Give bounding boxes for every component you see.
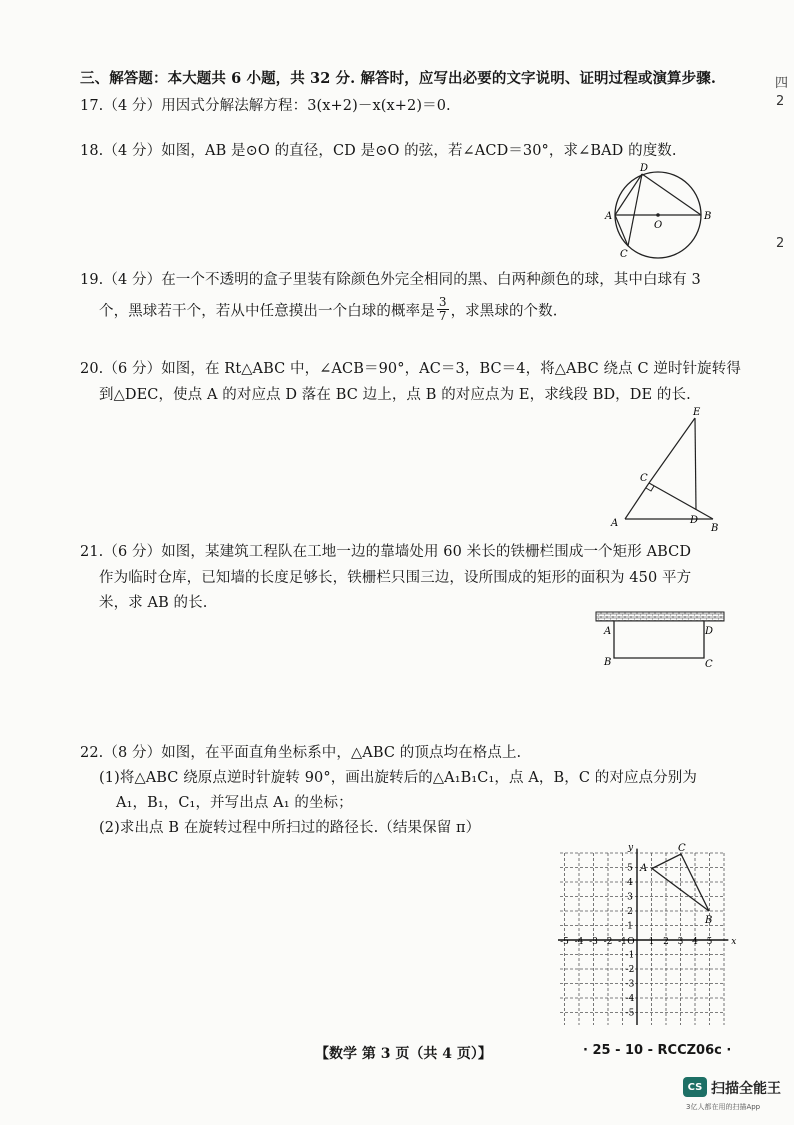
label-a: A xyxy=(605,211,613,222)
x-tick-label: 2 xyxy=(663,937,669,947)
center-point xyxy=(656,213,660,217)
segment-ac xyxy=(625,483,649,519)
y-axis-label: y xyxy=(628,843,634,854)
q20-triangle-figure xyxy=(605,405,730,537)
x-tick-label: 5 xyxy=(706,937,713,947)
label-o: O xyxy=(654,220,663,231)
fraction-denominator: 7 xyxy=(438,309,447,323)
camscanner-name: 扫描全能王 xyxy=(711,1081,781,1097)
origin-label: O xyxy=(627,937,635,947)
y-tick-label: -1 xyxy=(625,950,635,961)
label-a: A xyxy=(611,518,619,529)
label-d: D xyxy=(640,163,649,174)
y-tick-label: -3 xyxy=(625,979,635,990)
label-a: A xyxy=(640,863,648,874)
edge-fragment: 2 xyxy=(776,94,785,109)
x-axis-label: x xyxy=(731,937,737,947)
y-tick-label: -4 xyxy=(625,994,635,1004)
question-22-line4: (2)求出点 B 在旋转过程中所扫过的路径长.（结果保留 π） xyxy=(99,820,481,836)
question-20-line2: 到△DEC，使点 A 的对应点 D 落在 BC 边上，点 B 的对应点为 E，求线段 BD，DE 的长. xyxy=(99,387,691,403)
probability-fraction xyxy=(437,296,449,323)
triangle-abc xyxy=(652,854,709,911)
y-tick-label: 4 xyxy=(627,878,633,888)
question-20-line1: 20.（6 分）如图，在 Rt△ABC 中，∠ACB＝90°，AC＝3，BC＝4，将△ABC 绕点 C 逆时针旋转得 xyxy=(80,361,741,377)
question-22-line2: (1)将△ABC 绕原点逆时针旋转 90°，画出旋转后的△A₁B₁C₁，点 A，B，C 的对应点分别为 xyxy=(99,770,697,786)
fence xyxy=(614,621,704,658)
q21-fence-figure xyxy=(592,608,727,673)
label-b: B xyxy=(705,915,713,926)
question-18: 18.（4 分）如图，AB 是⊙O 的直径，CD 是⊙O 的弦，若∠ACD＝30°，求∠BAD 的度数. xyxy=(80,143,677,159)
y-tick-label: 3 xyxy=(627,892,633,903)
question-17: 17.（4 分）用因式分解法解方程：3(x+2)－x(x+2)＝0. xyxy=(80,98,451,114)
q19-text-a: 个，黑球若干个，若从中任意摸出一个白球的概率是 xyxy=(99,303,435,320)
label-a: A xyxy=(604,626,612,637)
y-tick-label: 5 xyxy=(627,863,633,874)
footer-code: · 25 - 10 - RCCZ06c · xyxy=(583,1043,732,1058)
label-d: D xyxy=(690,515,699,526)
label-b: B xyxy=(604,657,612,668)
x-tick-label: -5 xyxy=(560,937,569,947)
label-b: B xyxy=(704,211,712,222)
question-21-line3: 米，求 AB 的长. xyxy=(99,595,208,611)
question-19-line2 xyxy=(99,295,558,325)
chord-db xyxy=(642,174,701,215)
edge-fragment: 四 xyxy=(775,76,789,91)
grid-lines xyxy=(558,849,728,1025)
fraction-numerator: 3 xyxy=(438,295,447,309)
label-d: D xyxy=(705,626,714,637)
camscanner-tagline: 3亿人都在用的扫描App xyxy=(686,1103,761,1111)
x-tick-label: -2 xyxy=(603,937,613,947)
question-22-line3: A₁，B₁，C₁，并写出点 A₁ 的坐标； xyxy=(116,795,353,811)
x-tick-label: 4 xyxy=(692,937,698,947)
label-c: C xyxy=(678,843,686,854)
segment-cb xyxy=(649,483,713,519)
x-tick-label: 1 xyxy=(648,937,655,947)
y-tick-label: -2 xyxy=(625,965,635,975)
label-c: C xyxy=(640,473,648,484)
segment-ce xyxy=(649,418,695,483)
segment-ed xyxy=(695,418,696,510)
q18-circle-figure xyxy=(600,160,720,260)
question-19-line1: 19.（4 分）在一个不透明的盒子里装有除颜色外完全相同的黑、白两种颜色的球，其中白球有 3 xyxy=(80,272,701,288)
camscanner-logo-icon: CS xyxy=(683,1077,707,1097)
question-21-line1: 21.（6 分）如图，某建筑工程队在工地一边的靠墙处用 60 米长的铁栅栏围成一个矩形 ABCD xyxy=(80,544,692,560)
wall xyxy=(596,612,724,621)
label-c: C xyxy=(705,659,713,670)
section-header: 三、解答题：本大题共 6 小题，共 32 分. 解答时，应写出必要的文字说明、证明过程或演算步骤. xyxy=(80,70,716,87)
label-b: B xyxy=(711,523,719,534)
chord-ac xyxy=(615,215,628,246)
question-22-line1: 22.（8 分）如图，在平面直角坐标系中，△ABC 的顶点均在格点上. xyxy=(80,745,522,761)
label-c: C xyxy=(620,249,628,260)
x-tick-label: 3 xyxy=(677,937,684,947)
q19-text-b: ，求黑球的个数. xyxy=(450,303,558,320)
x-tick-label: -4 xyxy=(574,937,584,947)
y-tick-label: 1 xyxy=(627,921,633,932)
label-e: E xyxy=(693,407,701,418)
footer-page-info: 【数学 第 3 页（共 4 页）】 xyxy=(315,1046,492,1062)
edge-fragment: 2 xyxy=(776,236,785,251)
y-tick-label: -5 xyxy=(625,1008,635,1019)
question-21-line2: 作为临时仓库，已知墙的长度足够长，铁栅栏只围三边，设所围成的矩形的面积为 450 平方 xyxy=(99,570,692,586)
y-tick-label: 2 xyxy=(627,907,633,917)
q22-coordinate-grid xyxy=(558,843,740,1025)
x-tick-label: -1 xyxy=(618,937,627,947)
x-tick-label: -3 xyxy=(589,937,598,947)
